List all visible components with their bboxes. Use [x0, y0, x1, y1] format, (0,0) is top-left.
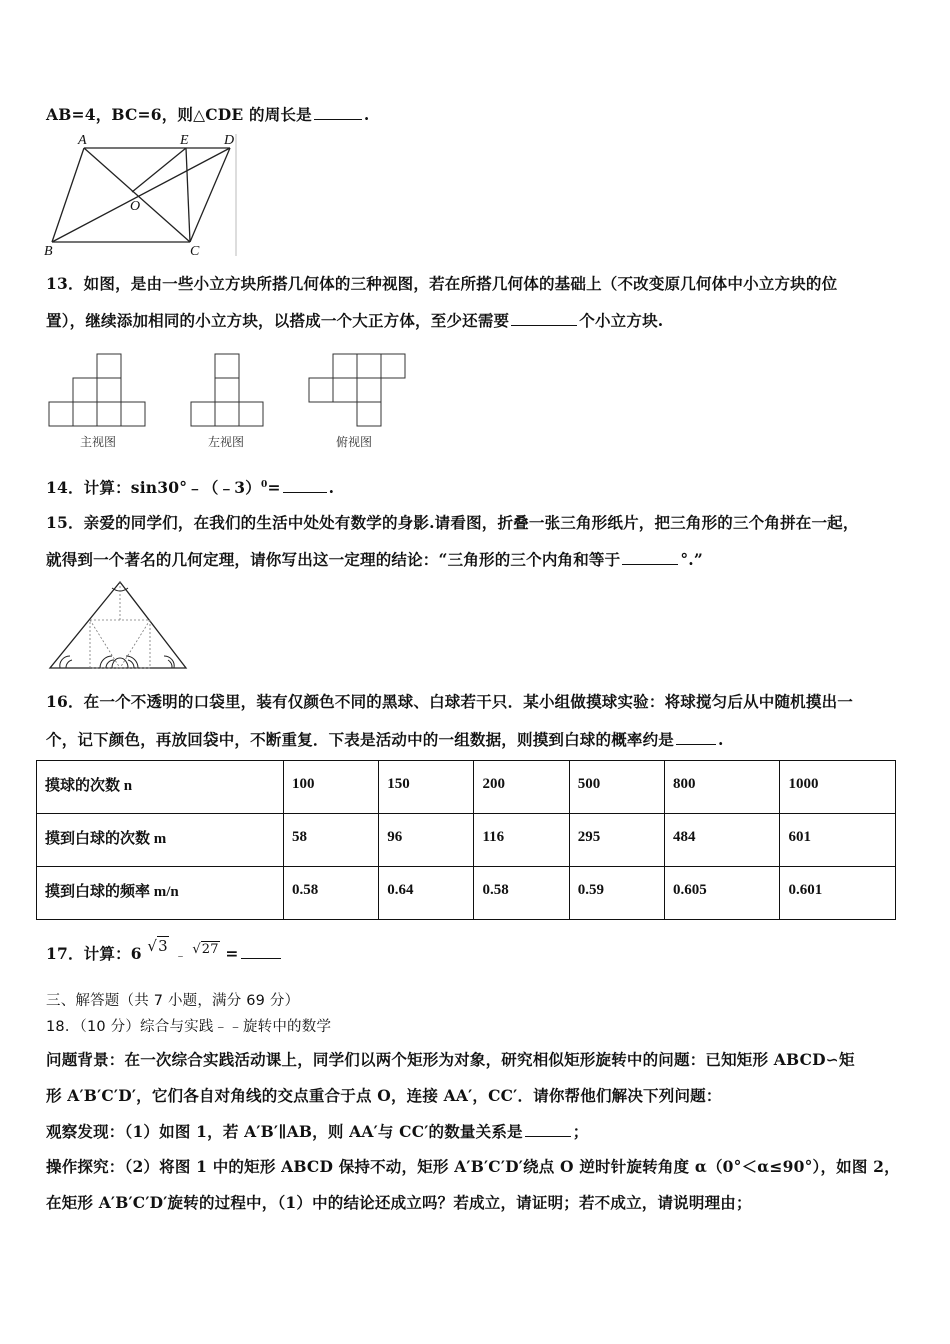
table-row: [37, 814, 896, 867]
parallelogram-figure: [40, 130, 245, 260]
label-a: A: [78, 133, 87, 148]
experiment-table: [36, 760, 896, 920]
table-cell: 116: [474, 814, 569, 867]
section-heading: 三、解答题（共 7 小题，满分 69 分）: [46, 993, 300, 1009]
table-cell: 200: [474, 761, 569, 814]
label-e: E: [180, 133, 189, 148]
label-d: D: [224, 133, 235, 148]
q18-bg2: 形 A′B′C′D′，它们各自对角线的交点重合于点 O，连接 AA′，CC′．请你帮他们解决下列问题：: [46, 1086, 722, 1105]
diagonal-ac: [84, 148, 190, 242]
table-cell: 601: [780, 814, 896, 867]
answer-blank[interactable]: [676, 743, 716, 745]
table-cell: 0.58: [284, 867, 379, 920]
top-view: [309, 354, 405, 426]
table-cell: 摸球的次数 n: [37, 761, 284, 814]
sqrt-27: √27: [192, 942, 219, 957]
caption-left: 左视图: [208, 435, 245, 449]
table-cell: 摸到白球的频率 m/n: [37, 867, 284, 920]
segment-dc: [190, 148, 230, 242]
caption-front: 主视图: [80, 435, 117, 449]
table-cell: 96: [379, 814, 474, 867]
table-cell: 800: [664, 761, 780, 814]
table-cell: 484: [664, 814, 780, 867]
table-cell: 0.605: [664, 867, 780, 920]
answer-blank[interactable]: [525, 1135, 571, 1137]
q18-op2: 在矩形 A′B′C′D′旋转的过程中，（1）中的结论还成立吗？若成立，请证明；若不成立，请说明理由；: [46, 1193, 752, 1212]
table-cell: 摸到白球的次数 m: [37, 814, 284, 867]
table-cell: 0.58: [474, 867, 569, 920]
table-cell: 0.64: [379, 867, 474, 920]
table-cell: 100: [284, 761, 379, 814]
q14-text: 14．计算：sin30°﹣（﹣3）$^0$= .: [46, 478, 335, 497]
table-cell: 0.59: [569, 867, 664, 920]
q13-line1: 13．如图，是由一些小立方块所搭几何体的三种视图，若在所搭几何体的基础上（不改变原几何体中小立方块的位: [46, 274, 838, 293]
q18-title: 18．（10 分）综合与实践﹣﹣旋转中的数学: [46, 1019, 332, 1035]
q15-line1: 15．亲爱的同学们，在我们的生活中处处有数学的身影.请看图，折叠一张三角形纸片，把三角形的三个角拼在一起，: [46, 513, 859, 532]
front-view: [49, 354, 145, 426]
table-cell: 295: [569, 814, 664, 867]
left-view: [191, 354, 263, 426]
q17-text: 17．计算：6 √3 ﹣ √27 =: [46, 942, 283, 964]
segment-ec: [186, 148, 190, 242]
table-row: [37, 761, 896, 814]
answer-blank[interactable]: [283, 491, 327, 493]
answer-blank[interactable]: [241, 957, 281, 959]
table-cell: 500: [569, 761, 664, 814]
label-b: B: [44, 244, 53, 259]
triangle: [50, 582, 186, 668]
table-row: [37, 867, 896, 920]
q16-line1: 16．在一个不透明的口袋里，装有仅颜色不同的黑球、白球若干只．某小组做摸球实验：将球搅匀后从中随机摸出一: [46, 692, 853, 711]
table-cell: 150: [379, 761, 474, 814]
caption-top: 俯视图: [336, 435, 373, 449]
folded-triangle-figure: [46, 578, 191, 673]
answer-blank[interactable]: [622, 563, 678, 565]
table-cell: 1000: [780, 761, 896, 814]
q15-line2: 就得到一个著名的几何定理，请你写出这一定理的结论：“三角形的三个内角和等于 °.”: [46, 550, 703, 569]
label-c: C: [190, 244, 200, 259]
q18-op1: 操作探究：（2）将图 1 中的矩形 ABCD 保持不动，矩形 A′B′C′D′绕点 O 逆时针旋转角度 α（0°＜α≤90°），如图 2，: [46, 1157, 900, 1176]
answer-blank[interactable]: [314, 118, 362, 120]
sqrt-3: √3: [147, 937, 168, 955]
table-cell: 0.601: [780, 867, 896, 920]
label-o: O: [130, 199, 141, 214]
q18-bg1: 问题背景：在一次综合实践活动课上，同学们以两个矩形为对象，研究相似矩形旋转中的问题：已知矩形 ABCD∽矩: [46, 1050, 855, 1069]
q18-observe: 观察发现：（1）如图 1，若 A′B′∥AB，则 AA′与 CC′的数量关系是 ；: [46, 1122, 589, 1141]
q12-text: AB=4，BC=6，则△CDE 的周长是 .: [46, 105, 370, 124]
three-views-figure: [40, 350, 420, 455]
q16-line2: 个，记下颜色，再放回袋中，不断重复．下表是活动中的一组数据，则摸到白球的概率约是 .: [46, 730, 724, 749]
table-cell: 58: [284, 814, 379, 867]
answer-blank[interactable]: [511, 324, 577, 326]
q13-line2: 置），继续添加相同的小立方块，以搭成一个大正方体，至少还需要 个小立方块.: [46, 311, 664, 330]
